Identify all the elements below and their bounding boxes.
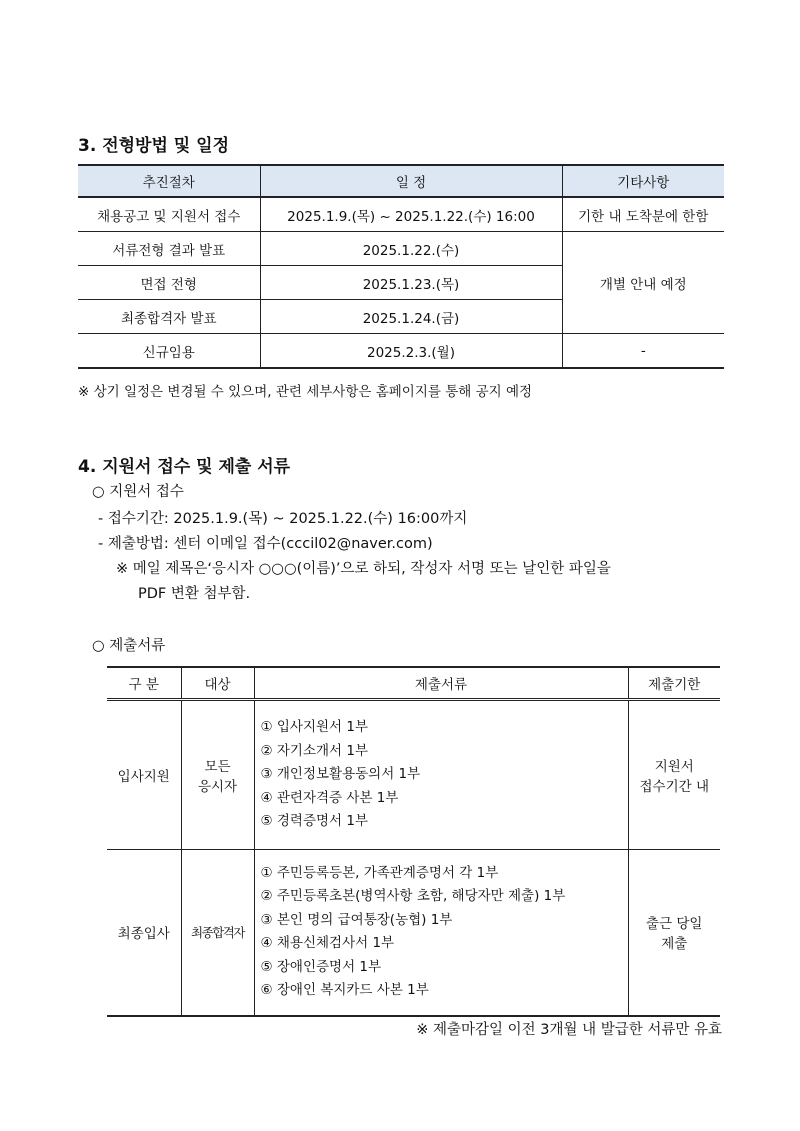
application-period: - 접수기간: 2025.1.9.(목) ~ 2025.1.22.(수) 16:00까지: [98, 511, 468, 527]
column-header: 제출기한: [628, 667, 720, 700]
subheading-application: ○ 지원서 접수: [92, 484, 184, 500]
target-line: 응시자: [197, 779, 238, 795]
deadline-cell: [628, 850, 720, 1016]
deadline-line: 제출: [661, 936, 688, 953]
schedule-footnote: ※ 상기 일정은 변경될 수 있으며, 관련 세부사항은 홈페이지를 통해 공지 예정: [78, 384, 533, 400]
deadline-line: 접수기간 내: [639, 779, 709, 795]
documents-cell: [254, 700, 628, 850]
section4-title: 4. 지원서 접수 및 제출 서류: [78, 457, 291, 477]
document-item: ⑤ 경력증명서 1부: [260, 813, 369, 830]
step-cell: 면접 전형: [78, 266, 260, 300]
step-cell: 신규임용: [78, 334, 260, 369]
category-cell: 최종입사: [107, 850, 181, 1016]
table-row: [78, 197, 724, 232]
target-cell: [181, 700, 254, 850]
document-item: ③ 본인 명의 급여통장(농협) 1부: [260, 911, 453, 928]
step-cell: 최종합격자 발표: [78, 300, 260, 334]
column-header: 구 분: [107, 667, 181, 700]
document-item: ④ 채용신체검사서 1부: [260, 935, 395, 952]
table-header-row: [107, 667, 720, 700]
category-cell: 입사지원: [107, 700, 181, 850]
document-item: ② 자기소개서 1부: [260, 742, 369, 759]
document-item: ⑥ 장애인 복지카드 사본 1부: [260, 982, 429, 999]
note-cell: 기한 내 도착분에 한함: [562, 197, 724, 232]
documents-cell: [254, 850, 628, 1016]
deadline-cell: [628, 700, 720, 850]
section3-title: 3. 전형방법 및 일정: [78, 136, 229, 156]
column-header: 일 정: [260, 165, 562, 197]
target-line: 모든: [204, 759, 231, 775]
document-item: ④ 관련자격증 사본 1부: [260, 789, 399, 806]
date-cell: 2025.2.3.(월): [260, 334, 562, 369]
email-note: ※ 메일 제목은‘응시자 ○○○(이름)’으로 하되, 작성자 서명 또는 날인한 파일을: [116, 561, 611, 577]
column-header: 기타사항: [562, 165, 724, 197]
date-cell: 2025.1.22.(수): [260, 232, 562, 266]
column-header: 추진절차: [78, 165, 260, 197]
step-cell: 채용공고 및 지원서 접수: [78, 197, 260, 232]
document-item: ② 주민등록초본(병역사항 초함, 해당자만 제출) 1부: [260, 888, 566, 905]
step-cell: 서류전형 결과 발표: [78, 232, 260, 266]
table-row: [107, 700, 720, 850]
target-cell: 최종합격자: [181, 850, 254, 1016]
column-header: 제출서류: [254, 667, 628, 700]
table-row: [78, 334, 724, 369]
document-item: ① 주민등록등본, 가족관계증명서 각 1부: [260, 864, 499, 881]
note-cell: -: [562, 334, 724, 369]
deadline-line: 지원서: [654, 759, 694, 775]
document-item: ③ 개인정보활용동의서 1부: [260, 766, 421, 783]
email-note-cont: PDF 변환 첨부함.: [138, 586, 251, 602]
column-header: 대상: [181, 667, 254, 700]
application-method: - 제출방법: 센터 이메일 접수(cccil02@naver.com): [98, 536, 433, 552]
date-cell: 2025.1.24.(금): [260, 300, 562, 334]
note-cell: 개별 안내 예정: [562, 232, 724, 334]
date-cell: 2025.1.9.(목) ~ 2025.1.22.(수) 16:00: [260, 197, 562, 232]
table-header-row: [78, 165, 724, 197]
table-row: [107, 850, 720, 1016]
documents-footnote: ※ 제출마감일 이전 3개월 내 발급한 서류만 유효: [416, 1022, 722, 1038]
table-row: [78, 232, 724, 266]
document-item: ⑤ 장애인증명서 1부: [260, 958, 382, 975]
schedule-table: [78, 164, 724, 369]
date-cell: 2025.1.23.(목): [260, 266, 562, 300]
document-item: ① 입사지원서 1부: [260, 719, 369, 736]
documents-table: [107, 666, 720, 1017]
deadline-line: 출근 당일: [646, 916, 703, 933]
subheading-documents: ○ 제출서류: [92, 638, 166, 654]
